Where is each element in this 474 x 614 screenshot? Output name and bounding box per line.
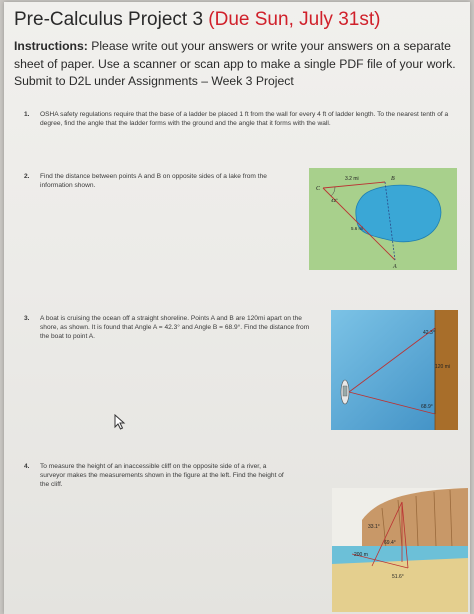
distance-ab: 120 mi — [435, 364, 451, 370]
question-number: 1. — [24, 111, 30, 118]
angle-top: 33.1° — [368, 524, 380, 530]
question-text: To measure the height of an inaccessible cliff on the opposite side of a river, a surveyor makes the measurements shown in the figure at the left. Find the height of the cliff. — [40, 463, 284, 489]
cliff-figure — [332, 488, 468, 612]
question-text: OSHA safety regulations require that the base of a ladder be placed 1 ft from the wall for every 4 ft of ladder length. To the nearest tenth of a degree, find the angle that the ladder forms with the ground and the angle that it forms with the wall. — [40, 111, 449, 128]
instructions-text: Please write out your answers or write your answers on a separate sheet of paper. Use a scanner or scan app to make a single PDF file of your work. Submit to D2L under Assignments – Week 3 Project — [14, 39, 456, 88]
shoreline — [435, 310, 458, 430]
title-text: Pre-Calculus Project 3 — [14, 9, 209, 30]
side-distance: 5.6 mi — [351, 226, 364, 231]
page-title — [14, 8, 470, 32]
question-number: 4. — [24, 463, 30, 470]
question-3 — [24, 314, 314, 354]
label-b: B — [391, 176, 395, 182]
top-distance: 3.2 mi — [345, 176, 359, 182]
question-2 — [24, 172, 294, 202]
question-text: Find the distance between points A and B on opposite sides of a lake from the information shown. — [40, 173, 267, 190]
instructions-label: Instructions: — [14, 39, 88, 53]
question-number: 2. — [24, 173, 30, 180]
label-a: A — [393, 264, 397, 270]
lake-figure — [309, 168, 457, 270]
angle-mid: 69.4° — [384, 540, 396, 546]
ocean-figure — [331, 310, 458, 430]
question-1 — [24, 110, 462, 150]
distance: 200 m — [354, 552, 368, 558]
angle-b: 68.9° — [421, 404, 433, 410]
due-date: (Due Sun, July 31st) — [208, 9, 381, 30]
question-4 — [24, 462, 294, 502]
angle-bottom: 51.6° — [392, 574, 404, 580]
angle-c: 42° — [331, 198, 338, 203]
angle-a: 42.3° — [423, 330, 435, 336]
label-c: C — [316, 186, 321, 192]
mouse-pointer-icon — [114, 414, 126, 430]
boat-icon — [341, 380, 349, 404]
question-text: A boat is cruising the ocean off a straight shoreline. Points A and B are 120mi apart on the shore, as shown. It is found that Angle A = 42.3° and Angle B = 68.9°. Find the distance from the boat to point A. — [40, 315, 310, 341]
question-number: 3. — [24, 315, 30, 322]
instructions — [14, 38, 464, 91]
document-page — [4, 2, 470, 614]
